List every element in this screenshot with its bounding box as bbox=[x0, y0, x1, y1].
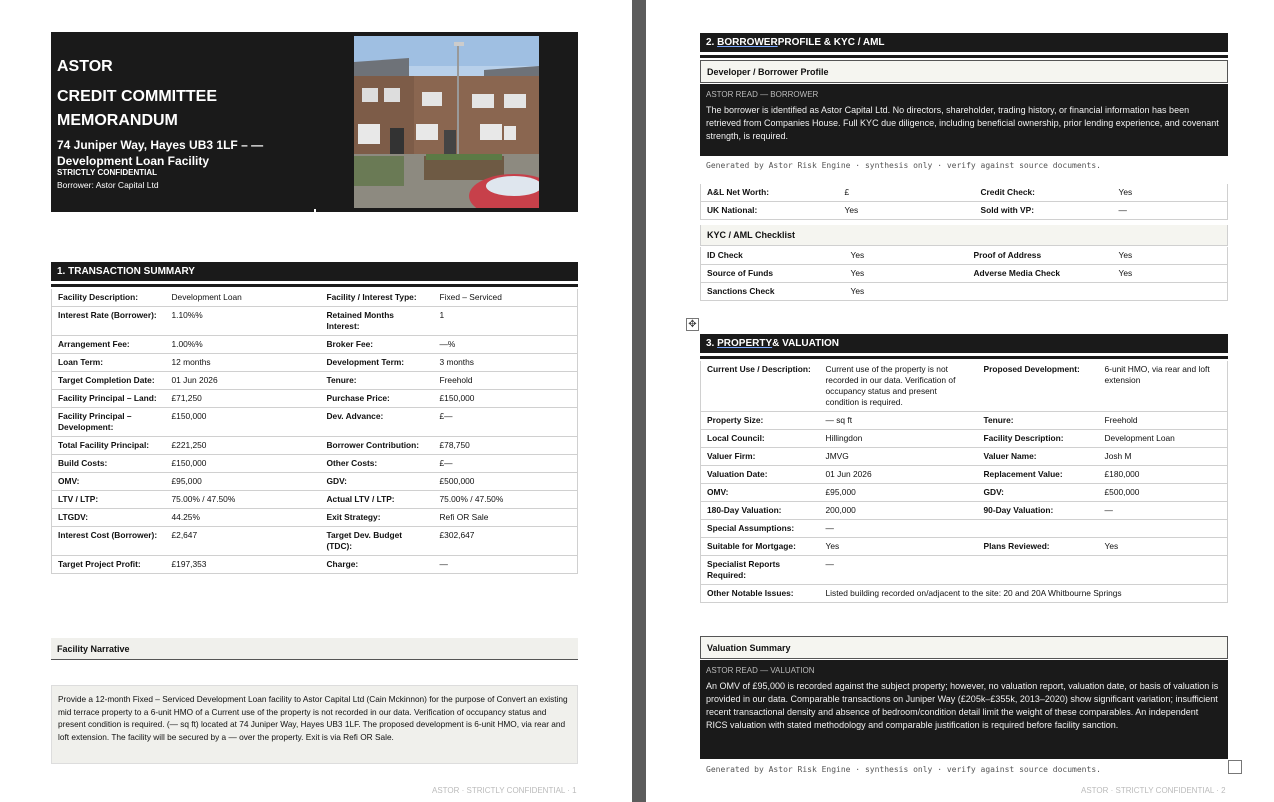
field-value: £— bbox=[434, 408, 578, 437]
field-label: Plans Reviewed: bbox=[978, 538, 1099, 556]
field-label: Other Notable Issues: bbox=[701, 585, 820, 603]
property-row bbox=[701, 412, 1228, 430]
property-row bbox=[701, 484, 1228, 502]
field-label: Target Project Profit: bbox=[52, 556, 166, 574]
field-value: 01 Jun 2026 bbox=[166, 372, 321, 390]
kyc-row bbox=[701, 265, 1228, 283]
transaction-row bbox=[52, 390, 578, 408]
section-1-header bbox=[51, 262, 578, 284]
transaction-row bbox=[52, 354, 578, 372]
field-label: Source of Funds bbox=[701, 265, 845, 283]
field-value: £95,000 bbox=[166, 473, 321, 491]
field-value: 75.00% / 47.50% bbox=[434, 491, 578, 509]
field-value: Freehold bbox=[1099, 412, 1228, 430]
field-label: GDV: bbox=[321, 473, 434, 491]
valuation-read-text: An OMV of £95,000 is recorded against the subject property; however, no valuation report, valuation date, or basis of valuation is provided in our data. Comparable transactions on Juniper Way (£205k–£355k, 2013–2020) show significant variation; insufficient recent transactional density and absence of bedroom/condition detail limit the weight of these comparables. An independent RICS valuation with stated methodology and comparable justification is required before facility sanction. bbox=[706, 681, 1219, 730]
section-2-title-borrower: BORROWER bbox=[717, 37, 778, 48]
field-value: £180,000 bbox=[1099, 466, 1228, 484]
field-label: LTV / LTP: bbox=[52, 491, 166, 509]
borrower-row bbox=[701, 184, 1228, 202]
field-value: Yes bbox=[1099, 538, 1228, 556]
field-value: Yes bbox=[845, 283, 968, 301]
field-label: 90-Day Valuation: bbox=[978, 502, 1099, 520]
field-label: Tenure: bbox=[321, 372, 434, 390]
field-value bbox=[1099, 556, 1228, 585]
field-label: LTGDV: bbox=[52, 509, 166, 527]
transaction-row bbox=[52, 336, 578, 354]
field-value: 75.00% / 47.50% bbox=[166, 491, 321, 509]
field-label: A&L Net Worth: bbox=[701, 184, 839, 202]
property-row bbox=[701, 448, 1228, 466]
field-label: Facility / Interest Type: bbox=[321, 289, 434, 307]
field-label: Valuation Date: bbox=[701, 466, 820, 484]
field-label: Exit Strategy: bbox=[321, 509, 434, 527]
field-label: Valuer Name: bbox=[978, 448, 1099, 466]
field-value: Listed building recorded on/adjacent to the site: 20 and 20A Whitbourne Springs bbox=[820, 585, 1228, 603]
field-label: GDV: bbox=[978, 484, 1099, 502]
section-2-number: 2. bbox=[706, 37, 715, 48]
field-value: — bbox=[434, 556, 578, 574]
field-value: Fixed – Serviced bbox=[434, 289, 578, 307]
field-value: 1 bbox=[434, 307, 578, 336]
field-value: £2,647 bbox=[166, 527, 321, 556]
section-1-number: 1. bbox=[57, 266, 66, 277]
field-label: Sold with VP: bbox=[975, 202, 1113, 220]
section-3-header bbox=[700, 334, 1228, 356]
field-value: £150,000 bbox=[166, 455, 321, 473]
field-value: Yes bbox=[1113, 184, 1228, 202]
valuation-generated-note: Generated by Astor Risk Engine · synthesis only · verify against source documents. bbox=[706, 765, 1101, 774]
field-value: JMVG bbox=[820, 448, 978, 466]
brand-name: ASTOR bbox=[57, 58, 113, 75]
field-value: 1.00%% bbox=[166, 336, 321, 354]
field-value: £ bbox=[839, 184, 975, 202]
field-label: OMV: bbox=[52, 473, 166, 491]
transaction-row bbox=[52, 455, 578, 473]
property-photo bbox=[354, 36, 539, 208]
field-label: Facility Description: bbox=[52, 289, 166, 307]
transaction-row bbox=[52, 437, 578, 455]
field-label: Local Council: bbox=[701, 430, 820, 448]
transaction-row bbox=[52, 556, 578, 574]
field-label bbox=[978, 556, 1099, 585]
property-row bbox=[701, 538, 1228, 556]
property-row bbox=[701, 466, 1228, 484]
property-row bbox=[701, 502, 1228, 520]
field-label: Sanctions Check bbox=[701, 283, 845, 301]
field-label: Total Facility Principal: bbox=[52, 437, 166, 455]
field-label: Property Size: bbox=[701, 412, 820, 430]
borrower-profile-table bbox=[700, 184, 1228, 220]
facility-narrative-heading: Facility Narrative bbox=[51, 638, 578, 660]
field-label: Credit Check: bbox=[975, 184, 1113, 202]
field-value: Development Loan bbox=[1099, 430, 1228, 448]
field-value: Yes bbox=[845, 247, 968, 265]
field-label: Broker Fee: bbox=[321, 336, 434, 354]
section-3-title-rest: & VALUATION bbox=[772, 338, 839, 349]
facility-narrative-text: Provide a 12-month Fixed – Serviced Development Loan facility to Astor Capital Ltd (Cain Mckinnon) for the purpose of Convert an existing mid terrace property to a 6-unit HMO of a Current use of the property is not recorded in our data. Verification of occupancy status and present condition is required. (— sq ft) located at 74 Juniper Way, Hayes UB3 1LF. The proposed development is 6-unit HMO, via rear and loft extension. The facility will be secured by a — over the property. Exit is via Refi OR Sale. bbox=[51, 685, 578, 764]
field-value: — bbox=[820, 520, 978, 538]
field-value: Yes bbox=[839, 202, 975, 220]
section-3-title-property: PROPERTY bbox=[717, 338, 773, 349]
field-label: Arrangement Fee: bbox=[52, 336, 166, 354]
header-rule-left bbox=[51, 209, 314, 212]
field-label: Borrower Contribution: bbox=[321, 437, 434, 455]
field-value: Refi OR Sale bbox=[434, 509, 578, 527]
field-value: Josh M bbox=[1099, 448, 1228, 466]
field-label: Tenure: bbox=[978, 412, 1099, 430]
section-2-header bbox=[700, 33, 1228, 55]
field-label: Interest Cost (Borrower): bbox=[52, 527, 166, 556]
valuation-read-label: ASTOR READ — VALUATION bbox=[706, 666, 815, 675]
valuation-summary-subheader: Valuation Summary bbox=[700, 636, 1228, 659]
field-value: 12 months bbox=[166, 354, 321, 372]
field-value: — bbox=[1113, 202, 1228, 220]
field-value: — bbox=[820, 556, 978, 585]
field-label: ID Check bbox=[701, 247, 845, 265]
kyc-row bbox=[701, 247, 1228, 265]
borrower-row bbox=[701, 202, 1228, 220]
page-1 bbox=[0, 0, 632, 802]
field-label: Suitable for Mortgage: bbox=[701, 538, 820, 556]
notable-issues-row bbox=[701, 585, 1228, 603]
field-label: Proposed Development: bbox=[978, 361, 1099, 412]
property-valuation-table bbox=[700, 361, 1228, 603]
field-value: — sq ft bbox=[820, 412, 978, 430]
transaction-summary-table bbox=[51, 289, 578, 574]
field-value: Yes bbox=[1113, 265, 1228, 283]
page-2-footer: ASTOR · STRICTLY CONFIDENTIAL · 2 bbox=[1081, 786, 1226, 795]
field-label: Facility Principal – Development: bbox=[52, 408, 166, 437]
field-value: £500,000 bbox=[1099, 484, 1228, 502]
borrower-read-text: The borrower is identified as Astor Capital Ltd. No directors, shareholder, trading history, or financial information has been retrieved from Companies House. Full KYC due diligence, including beneficial ownership, prior lending experience, and covenant strength, is required. bbox=[706, 105, 1219, 141]
field-value: £221,250 bbox=[166, 437, 321, 455]
field-label: Charge: bbox=[321, 556, 434, 574]
field-value: £150,000 bbox=[434, 390, 578, 408]
field-label: 180-Day Valuation: bbox=[701, 502, 820, 520]
kyc-checklist-table bbox=[700, 247, 1228, 301]
borrower-profile-subheader: Developer / Borrower Profile bbox=[700, 60, 1228, 83]
field-value: 44.25% bbox=[166, 509, 321, 527]
memo-subtitle: 74 Juniper Way, Hayes UB3 1LF – — Development Loan Facility bbox=[57, 138, 264, 168]
field-label: Development Term: bbox=[321, 354, 434, 372]
property-row bbox=[701, 520, 1228, 538]
header-rule-right bbox=[316, 209, 578, 212]
field-label bbox=[968, 283, 1113, 301]
borrower-generated-note: Generated by Astor Risk Engine · synthesis only · verify against source documents. bbox=[706, 161, 1101, 170]
kyc-row bbox=[701, 283, 1228, 301]
transaction-row bbox=[52, 307, 578, 336]
field-value: Yes bbox=[820, 538, 978, 556]
field-label: Facility Principal – Land: bbox=[52, 390, 166, 408]
field-value bbox=[1099, 520, 1228, 538]
confidential-label: STRICTLY CONFIDENTIAL bbox=[57, 168, 158, 177]
property-row bbox=[701, 430, 1228, 448]
section-3-number: 3. bbox=[706, 338, 715, 349]
move-handle-icon[interactable]: ✥ bbox=[686, 318, 699, 331]
transaction-row bbox=[52, 509, 578, 527]
field-value: 200,000 bbox=[820, 502, 978, 520]
transaction-row bbox=[52, 491, 578, 509]
field-value: 1.10%% bbox=[166, 307, 321, 336]
borrower-read-label: ASTOR READ — BORROWER bbox=[706, 90, 819, 99]
field-label: Facility Description: bbox=[978, 430, 1099, 448]
field-label: OMV: bbox=[701, 484, 820, 502]
field-value: — bbox=[1099, 502, 1228, 520]
field-label: Purchase Price: bbox=[321, 390, 434, 408]
field-label: Target Dev. Budget (TDC): bbox=[321, 527, 434, 556]
field-label: Retained Months Interest: bbox=[321, 307, 434, 336]
transaction-row bbox=[52, 473, 578, 491]
field-value: £197,353 bbox=[166, 556, 321, 574]
field-value: Freehold bbox=[434, 372, 578, 390]
field-label: Special Assumptions: bbox=[701, 520, 820, 538]
field-value: £71,250 bbox=[166, 390, 321, 408]
field-label: Adverse Media Check bbox=[968, 265, 1113, 283]
field-label: Actual LTV / LTP: bbox=[321, 491, 434, 509]
transaction-row bbox=[52, 372, 578, 390]
field-label: Build Costs: bbox=[52, 455, 166, 473]
memo-header bbox=[51, 32, 578, 209]
page-gap bbox=[632, 0, 646, 802]
transaction-row bbox=[52, 408, 578, 437]
transaction-row bbox=[52, 527, 578, 556]
page-1-footer: ASTOR · STRICTLY CONFIDENTIAL · 1 bbox=[432, 786, 577, 795]
field-value: £78,750 bbox=[434, 437, 578, 455]
field-value: £150,000 bbox=[166, 408, 321, 437]
property-row bbox=[701, 361, 1228, 412]
field-value: 3 months bbox=[434, 354, 578, 372]
property-row bbox=[701, 556, 1228, 585]
field-label: Valuer Firm: bbox=[701, 448, 820, 466]
field-value: Hillingdon bbox=[820, 430, 978, 448]
borrower-read-box bbox=[700, 84, 1228, 156]
kyc-checklist-heading: KYC / AML Checklist bbox=[700, 225, 1228, 246]
field-value: —% bbox=[434, 336, 578, 354]
field-label: Dev. Advance: bbox=[321, 408, 434, 437]
transaction-row bbox=[52, 289, 578, 307]
field-label: Current Use / Description: bbox=[701, 361, 820, 412]
field-label: Interest Rate (Borrower): bbox=[52, 307, 166, 336]
field-value: Current use of the property is not recorded in our data. Verification of occupancy status and present condition is required. bbox=[820, 361, 978, 412]
field-value: £95,000 bbox=[820, 484, 978, 502]
field-label: Other Costs: bbox=[321, 455, 434, 473]
field-value bbox=[1113, 283, 1228, 301]
field-value: 01 Jun 2026 bbox=[820, 466, 978, 484]
field-value: Development Loan bbox=[166, 289, 321, 307]
field-label: Replacement Value: bbox=[978, 466, 1099, 484]
field-value: £302,647 bbox=[434, 527, 578, 556]
section-1-title: TRANSACTION SUMMARY bbox=[68, 266, 195, 277]
section-2-title-rest: PROFILE & KYC / AML bbox=[777, 37, 885, 48]
field-label bbox=[978, 520, 1099, 538]
memo-title: CREDIT COMMITTEE MEMORANDUM bbox=[57, 88, 217, 129]
field-value: £— bbox=[434, 455, 578, 473]
field-value: 6-unit HMO, via rear and loft extension bbox=[1099, 361, 1228, 412]
valuation-read-box bbox=[700, 660, 1228, 759]
field-value: Yes bbox=[1113, 247, 1228, 265]
field-label: Target Completion Date: bbox=[52, 372, 166, 390]
borrower-label: Borrower: Astor Capital Ltd bbox=[57, 180, 159, 190]
resize-handle-icon[interactable] bbox=[1228, 760, 1242, 774]
field-label: Loan Term: bbox=[52, 354, 166, 372]
field-label: UK National: bbox=[701, 202, 839, 220]
field-label: Specialist Reports Required: bbox=[701, 556, 820, 585]
field-value: £500,000 bbox=[434, 473, 578, 491]
field-label: Proof of Address bbox=[968, 247, 1113, 265]
field-value: Yes bbox=[845, 265, 968, 283]
